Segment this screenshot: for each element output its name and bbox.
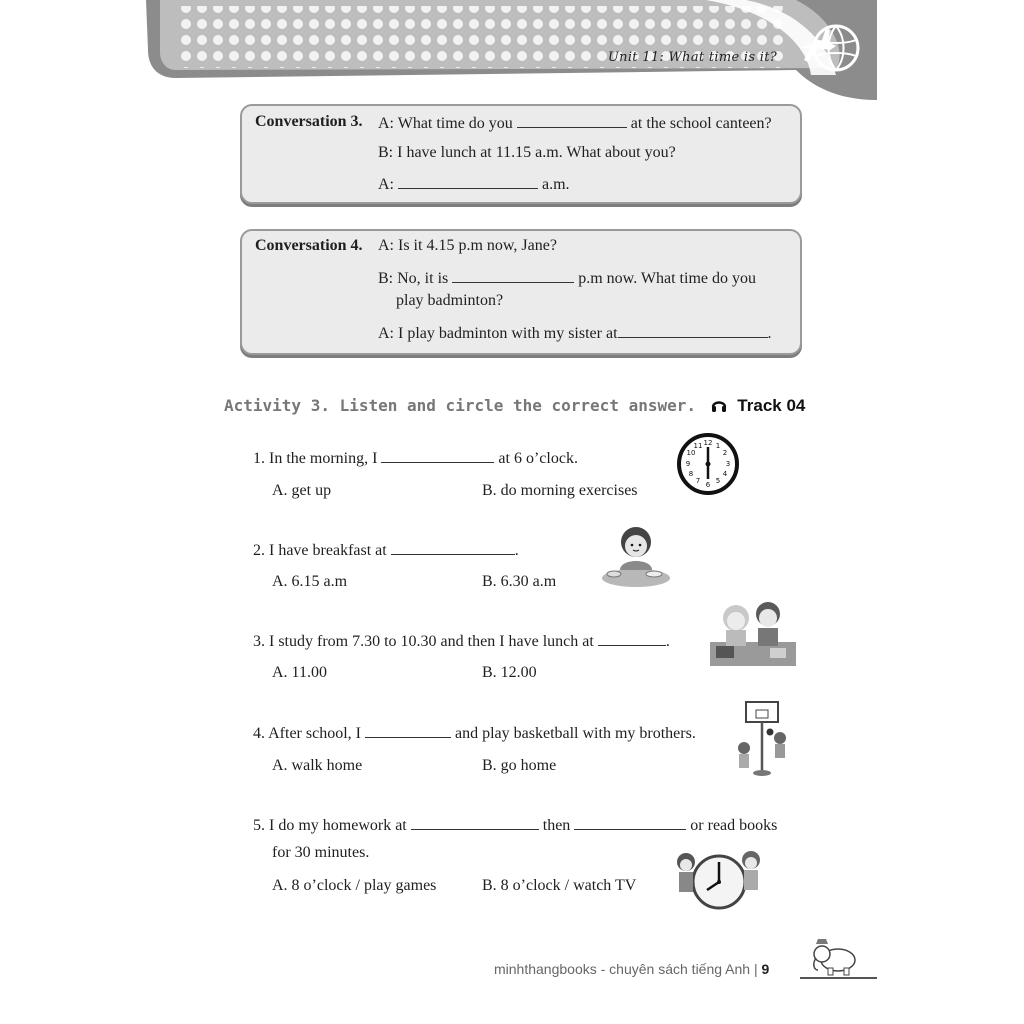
kids-basketball-illustration	[730, 700, 796, 780]
conversation-4-line-2	[378, 268, 756, 288]
svg-text:1: 1	[715, 442, 721, 450]
activity-title: Activity 3. Listen and circle the correct answer.	[224, 396, 697, 415]
svg-text:9: 9	[685, 460, 691, 468]
conversation-4-label: Conversation 4.	[255, 237, 363, 254]
q2-post: .	[514, 542, 519, 559]
girl-breakfast-illustration	[596, 520, 672, 592]
q1-pre: 1. In the morning, I	[253, 450, 378, 467]
q3-option-a[interactable]: A. 11.00	[272, 664, 327, 681]
footer	[494, 961, 769, 977]
conversation-3-line-2: B: I have lunch at 11.15 a.m. What about you?	[378, 144, 676, 161]
svg-text:3: 3	[725, 460, 731, 468]
question-3	[253, 631, 670, 651]
track-label: Track 04	[737, 396, 806, 415]
q5-option-b[interactable]: B. 8 o’clock / watch TV	[482, 877, 637, 894]
conversation-3-label: Conversation 3.	[255, 113, 363, 130]
question-1	[253, 448, 578, 468]
kids-clock-illustration	[674, 848, 764, 914]
question-5	[253, 815, 777, 835]
elephant-mascot-icon	[808, 936, 862, 976]
q4-option-b[interactable]: B. go home	[482, 757, 557, 774]
answer-blank[interactable]	[365, 723, 451, 738]
unit-title: Unit 11: What time is it?	[607, 50, 777, 65]
svg-text:7: 7	[695, 477, 701, 485]
answer-blank[interactable]	[411, 815, 539, 830]
q1-option-a[interactable]: A. get up	[272, 482, 332, 499]
answer-blank[interactable]	[598, 631, 666, 646]
answer-blank[interactable]	[391, 540, 515, 555]
q4-post: and play basketball with my brothers.	[454, 725, 696, 742]
header-band	[146, 0, 877, 100]
answer-blank[interactable]	[618, 323, 768, 338]
q3-option-b[interactable]: B. 12.00	[482, 664, 537, 681]
globe-plane-icon	[796, 18, 864, 78]
q1-post: at 6 o’clock.	[498, 450, 578, 467]
c3-line1-post: at the school canteen?	[630, 115, 772, 132]
question-4	[253, 723, 696, 743]
svg-text:5: 5	[715, 477, 721, 485]
answer-blank[interactable]	[574, 815, 686, 830]
c3-line3-post: a.m.	[542, 176, 570, 193]
conversation-4-line-1: A: Is it 4.15 p.m now, Jane?	[378, 237, 557, 254]
svg-text:8: 8	[688, 470, 694, 478]
answer-blank[interactable]	[517, 113, 627, 128]
q5-pre: 5. I do my homework at	[253, 817, 407, 834]
svg-text:4: 4	[722, 470, 728, 478]
page-number: 9	[761, 961, 770, 977]
svg-text:12: 12	[703, 439, 713, 447]
question-5-line-2: for 30 minutes.	[272, 844, 370, 861]
c4-line2-pre: B: No, it is	[378, 270, 449, 287]
q1-option-b[interactable]: B. do morning exercises	[482, 482, 638, 499]
svg-text:11: 11	[693, 442, 703, 450]
svg-text:6: 6	[705, 481, 711, 489]
answer-blank[interactable]	[398, 174, 538, 189]
headphones-icon	[710, 396, 728, 414]
q3-pre: 3. I study from 7.30 to 10.30 and then I have lunch at	[253, 633, 594, 650]
q5-post: or read books	[690, 817, 778, 834]
answer-blank[interactable]	[381, 448, 494, 463]
conversation-3-box	[240, 104, 802, 204]
svg-text:10: 10	[686, 449, 696, 457]
c4-line4-post: .	[767, 325, 772, 342]
conversation-4-line-3: play badminton?	[396, 292, 504, 309]
q2-option-a[interactable]: A. 6.15 a.m	[272, 573, 348, 590]
c4-line4-pre: A: I play badminton with my sister at	[378, 325, 618, 342]
c4-line2-post: p.m now. What time do you	[578, 270, 756, 287]
conversation-4-line-4	[378, 323, 772, 343]
conversation-3-line-3	[378, 174, 570, 194]
c3-line3-pre: A:	[378, 176, 394, 193]
q3-post: .	[665, 633, 670, 650]
q5-option-a[interactable]: A. 8 o’clock / play games	[272, 877, 437, 894]
conversation-4-box	[240, 229, 802, 355]
question-2	[253, 540, 519, 560]
conversation-3-line-1	[378, 113, 772, 133]
answer-blank[interactable]	[452, 268, 574, 283]
footer-publisher: minhthangbooks - chuyên sách tiếng Anh |	[494, 961, 758, 977]
q4-pre: 4. After school, I	[253, 725, 361, 742]
svg-text:2: 2	[722, 449, 728, 457]
q2-pre: 2. I have breakfast at	[253, 542, 387, 559]
footer-rule	[800, 977, 877, 979]
activity-heading	[224, 396, 805, 416]
kids-lunch-illustration	[708, 598, 798, 670]
q5-mid: then	[542, 817, 571, 834]
c3-line1-pre: A: What time do you	[378, 115, 513, 132]
q4-option-a[interactable]: A. walk home	[272, 757, 363, 774]
clock-six-illustration	[676, 432, 740, 496]
q2-option-b[interactable]: B. 6.30 a.m	[482, 573, 557, 590]
